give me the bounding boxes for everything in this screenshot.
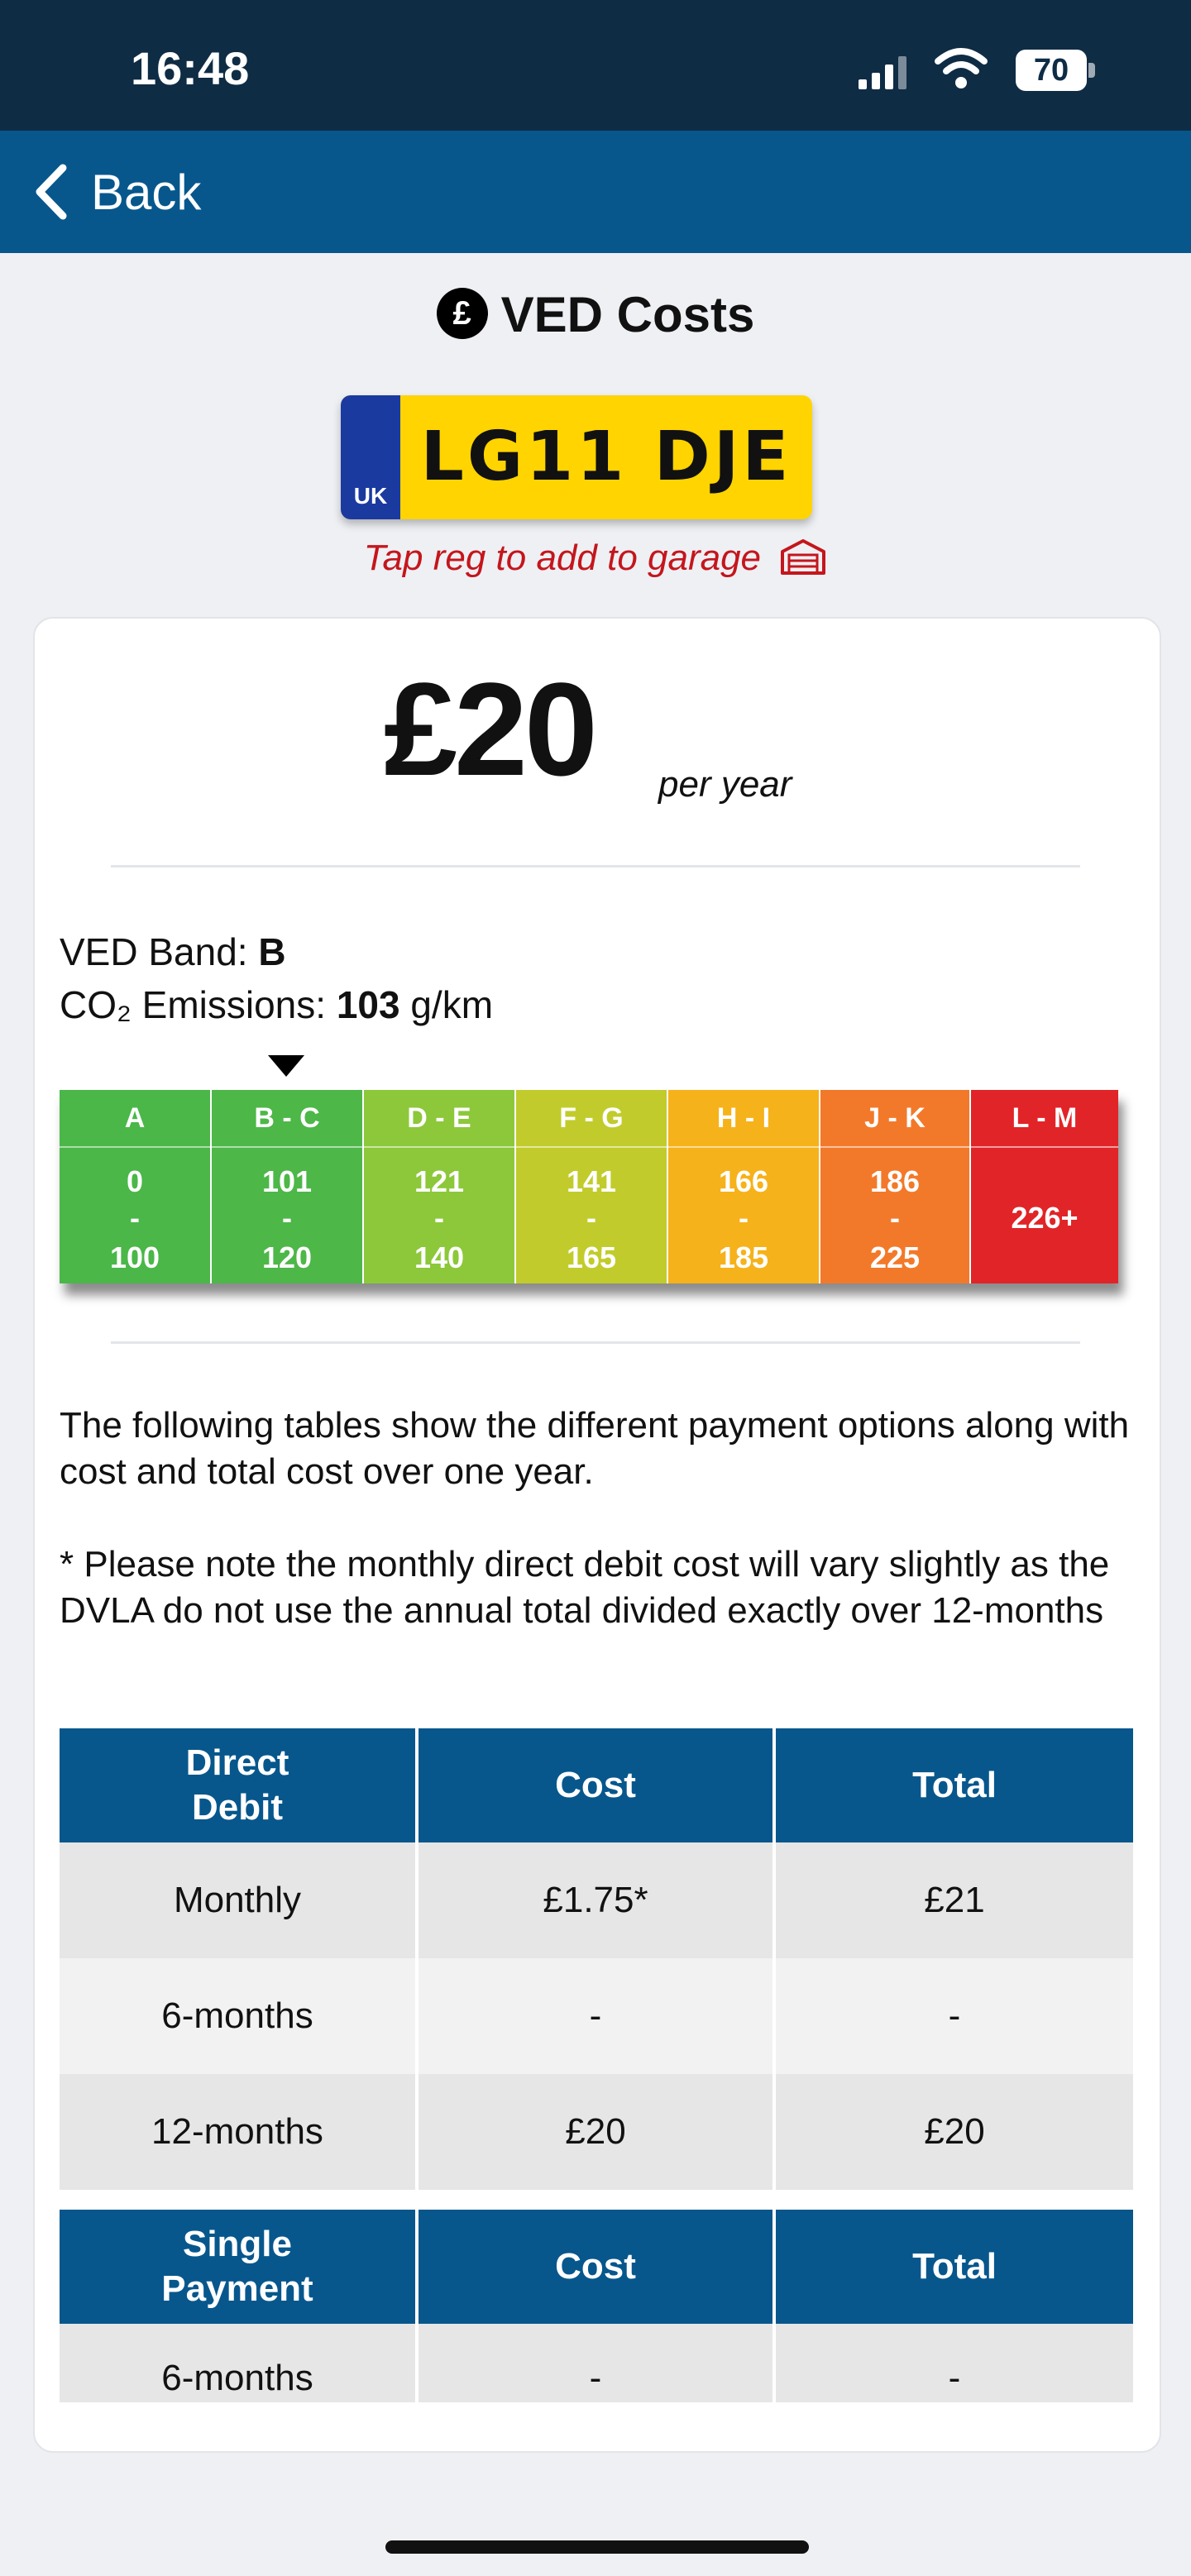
table-cell: £20 — [774, 2074, 1133, 2190]
band-from: 226+ — [1011, 1201, 1079, 1235]
table-cell: - — [417, 1958, 774, 2074]
table-cell: £21 — [774, 1842, 1133, 1958]
band-f-g — [516, 1090, 667, 1283]
band-from: 121 — [414, 1164, 465, 1198]
nav-bar — [0, 131, 1191, 253]
status-time: 16:48 — [131, 42, 250, 94]
band-to: 165 — [566, 1240, 617, 1274]
ved-band-label: VED Band: — [60, 930, 248, 973]
band-dash: - — [434, 1201, 444, 1235]
band-name: D - E — [364, 1090, 514, 1148]
back-label: Back — [91, 164, 202, 220]
band-from: 186 — [869, 1164, 921, 1198]
band-from: 141 — [566, 1164, 617, 1198]
band-from: 0 — [126, 1164, 144, 1198]
band-name: H - I — [668, 1090, 819, 1148]
band-d-e — [364, 1090, 514, 1283]
band-l-m — [971, 1090, 1118, 1283]
status-bar — [0, 0, 1191, 131]
band-name: A — [60, 1090, 210, 1148]
band-j-k — [820, 1090, 969, 1283]
battery-level: 70 — [1016, 50, 1087, 91]
band-name: B - C — [212, 1090, 362, 1148]
table-cell: £20 — [417, 2074, 774, 2190]
band-dash: - — [130, 1201, 140, 1235]
band-a — [60, 1090, 210, 1283]
garage-hint-text: Tap reg to add to garage — [363, 538, 762, 578]
plate-country-code: UK — [353, 483, 388, 509]
band-to: 225 — [869, 1240, 921, 1274]
band-dash: - — [282, 1201, 292, 1235]
registration-number: LG11 DJE — [420, 418, 792, 496]
co2-value: 103 — [336, 983, 400, 1026]
ved-band-value: B — [258, 930, 286, 973]
table-cell: Monthly — [60, 1842, 417, 1958]
table-cell: 12-months — [60, 2074, 417, 2190]
table-cell: - — [417, 2324, 774, 2402]
signal-icon — [859, 56, 911, 89]
band-to: 100 — [109, 1240, 160, 1274]
single-payment-table — [60, 2210, 1133, 2402]
table-cell: 6-months — [60, 2324, 417, 2402]
battery-icon — [1016, 50, 1097, 91]
band-dash: - — [586, 1201, 596, 1235]
table-header: Single Payment — [60, 2210, 417, 2324]
table-header: Cost — [417, 2210, 774, 2324]
price-period: per year — [658, 764, 792, 805]
page-title — [0, 286, 1191, 344]
divider — [111, 865, 1080, 867]
payment-info-text: The following tables show the different payment options along with cost and total cost over one year. — [60, 1405, 1130, 1492]
band-dash: - — [739, 1201, 749, 1235]
table-cell: 6-months — [60, 1958, 417, 2074]
chevron-left-icon — [33, 163, 69, 221]
table-row — [60, 2074, 1133, 2190]
table-cell: - — [774, 2324, 1133, 2402]
dvla-note-text: * Please note the monthly direct debit cost will vary slightly as the DVLA do not use the annual total divided exactly over 12-months — [60, 1544, 1110, 1631]
direct-debit-table — [60, 1728, 1133, 2190]
co2-label: CO₂ Emissions: — [60, 983, 327, 1026]
wifi-icon — [935, 46, 988, 89]
band-b-c — [212, 1090, 362, 1283]
band-dash: - — [890, 1201, 900, 1235]
band-name: F - G — [516, 1090, 667, 1148]
table-header: Total — [774, 2210, 1133, 2324]
band-to: 120 — [261, 1240, 313, 1274]
band-h-i — [668, 1090, 819, 1283]
band-to: 185 — [718, 1240, 769, 1274]
ved-band-line — [60, 930, 286, 974]
table-header: Direct Debit — [60, 1728, 417, 1842]
band-name: J - K — [820, 1090, 969, 1148]
garage-hint[interactable] — [0, 538, 1191, 579]
co2-line — [60, 982, 493, 1027]
table-row — [60, 1958, 1133, 2074]
home-indicator[interactable] — [385, 2540, 809, 2554]
band-marker-icon — [266, 1054, 306, 1078]
band-from: 166 — [718, 1164, 769, 1198]
ved-band-chart — [60, 1090, 1118, 1283]
table-header: Total — [774, 1728, 1133, 1842]
band-from: 101 — [261, 1164, 313, 1198]
divider — [111, 1341, 1080, 1344]
band-to: 140 — [414, 1240, 465, 1274]
table-header: Cost — [417, 1728, 774, 1842]
table-row — [60, 2324, 1133, 2402]
table-cell: £1.75* — [417, 1842, 774, 1958]
pound-icon: £ — [437, 288, 488, 339]
garage-icon — [779, 538, 827, 575]
page-title-text: VED Costs — [500, 287, 755, 342]
table-row — [60, 1842, 1133, 1958]
table-header-row — [60, 1728, 1133, 1842]
table-header-row — [60, 2210, 1133, 2324]
back-button[interactable] — [33, 157, 201, 227]
registration-plate[interactable] — [341, 395, 812, 519]
table-cell: - — [774, 1958, 1133, 2074]
band-name: L - M — [971, 1090, 1118, 1148]
price-amount: £20 — [384, 655, 595, 803]
co2-unit: g/km — [410, 983, 494, 1026]
